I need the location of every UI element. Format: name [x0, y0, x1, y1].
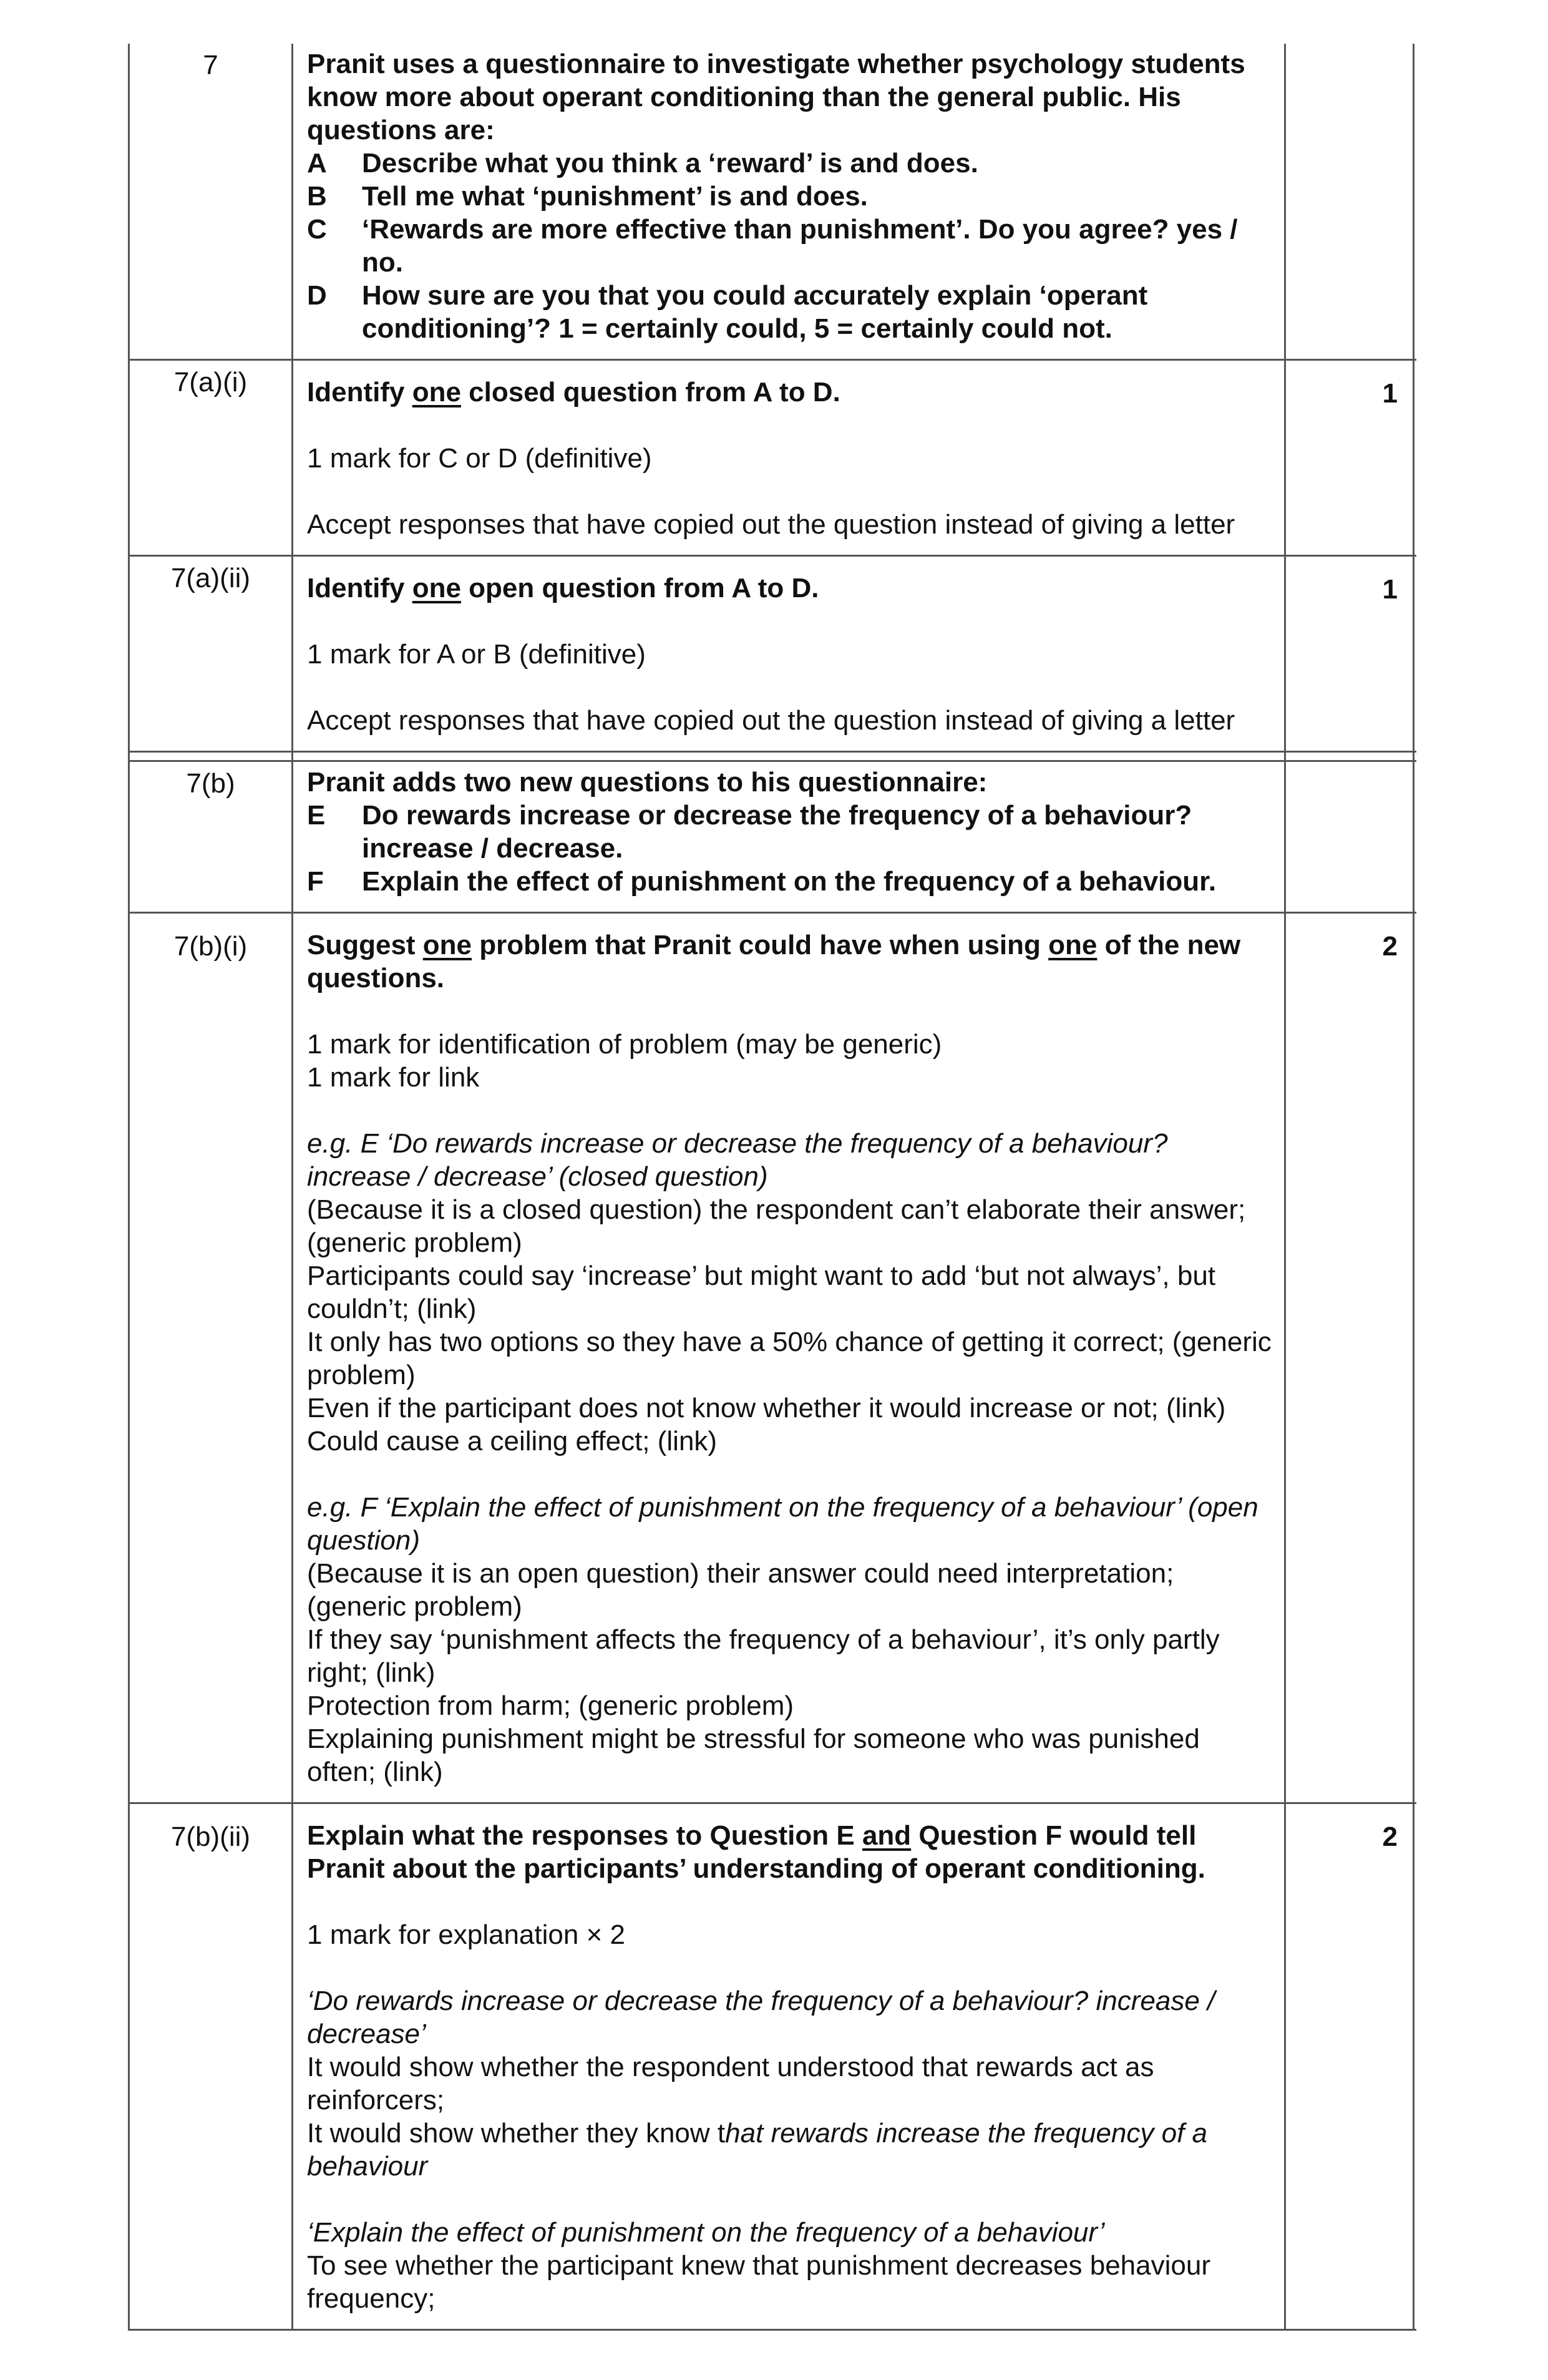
question-cell	[293, 1804, 1286, 2329]
mark-guidance: 1 mark for A or B (definitive)	[307, 639, 646, 670]
answer-line: If they say ‘punishment affects the frequency of a behaviour’, it’s only partly right; (link)	[307, 1624, 1220, 1688]
question-emphasis: one	[1048, 930, 1098, 960]
item-letter: C	[307, 214, 327, 245]
mark-guidance: 1 mark for identification of problem (may be generic)	[307, 1029, 942, 1060]
item-text: Tell me what ‘punishment’ is and does.	[362, 181, 868, 212]
list-item	[307, 213, 1272, 279]
question-emphasis: and	[862, 1820, 912, 1851]
question-text	[307, 929, 1272, 995]
question-emphasis: one	[412, 377, 461, 407]
question-intro: Pranit uses a questionnaire to investigate whether psychology students know more about operant conditioning than the general public. His questions are:	[307, 49, 1245, 145]
item-text: Explain the effect of punishment on the frequency of a behaviour.	[362, 866, 1217, 897]
list-item	[307, 799, 1272, 865]
question-cell	[293, 762, 1286, 912]
answer-line: Could cause a ceiling effect; (link)	[307, 1426, 718, 1456]
answer-line: Explaining punishment might be stressful for someone who was punished often; (link)	[307, 1724, 1200, 1787]
mark-guidance: Accept responses that have copied out the question instead of giving a letter	[307, 705, 1235, 736]
question-cell	[293, 44, 1286, 359]
question-cell	[293, 361, 1286, 555]
list-item	[307, 147, 1272, 180]
question-text	[307, 572, 1272, 605]
divider-cell	[130, 753, 293, 760]
row-7bi	[130, 914, 1416, 1804]
answer-line: (Because it is a closed question) the respondent can’t elaborate their answer; (generic problem)	[307, 1194, 1246, 1258]
row-7aii	[130, 557, 1416, 751]
question-text-part: Explain what the responses to Question E	[307, 1820, 862, 1851]
question-text-part: of the new questions.	[307, 930, 1241, 993]
example-heading: e.g. F ‘Explain the effect of punishment on the frequency of a behaviour’ (open question)	[307, 1492, 1258, 1556]
answer-text-part: hat rewards increase the frequency of a behaviour	[307, 2118, 1208, 2182]
item-letter: E	[307, 800, 326, 831]
mark-guidance: 1 mark for explanation × 2	[307, 1919, 625, 1950]
answer-line: Even if the participant does not know whether it would increase or not; (link)	[307, 1393, 1226, 1423]
question-number: 7	[130, 44, 293, 359]
item-text: ‘Rewards are more effective than punishment’. Do you agree? yes / no.	[362, 214, 1238, 278]
answer-line	[307, 2117, 1272, 2183]
marks-cell: 2	[1286, 914, 1414, 1802]
answer-text-part: It would show whether they know t	[307, 2118, 726, 2148]
question-number: 7(a)(i)	[130, 361, 293, 555]
row-7	[130, 44, 1416, 361]
question-emphasis: one	[422, 930, 472, 960]
question-number: 7(b)	[130, 762, 293, 912]
question-text-part: problem that Pranit could have when using	[472, 930, 1049, 960]
divider-cell	[1286, 753, 1414, 760]
answer-line: It only has two options so they have a 50% chance of getting it correct; (generic problem)	[307, 1327, 1272, 1390]
item-letter: D	[307, 280, 327, 311]
mark-guidance: Accept responses that have copied out the question instead of giving a letter	[307, 509, 1235, 540]
item-text: Do rewards increase or decrease the frequency of a behaviour? increase / decrease.	[362, 800, 1192, 864]
answer-line: It would show whether the respondent understood that rewards act as reinforcers;	[307, 2052, 1154, 2115]
answer-line: Protection from harm; (generic problem)	[307, 1690, 794, 1721]
question-text-part: Question F would tell Pranit about the participants’ understanding of operant conditioning.	[307, 1820, 1205, 1884]
example-heading: ‘Explain the effect of punishment on the frequency of a behaviour’	[307, 2217, 1105, 2248]
marks-cell: 1	[1286, 557, 1414, 751]
item-text: How sure are you that you could accurately explain ‘operant conditioning’? 1 = certainly could, 5 = certainly could not.	[362, 280, 1148, 344]
list-item	[307, 279, 1272, 345]
question-text-part: Identify	[307, 377, 412, 407]
marks-cell	[1286, 44, 1414, 359]
question-cell	[293, 914, 1286, 1802]
marks-cell: 1	[1286, 361, 1414, 555]
example-heading: e.g. E ‘Do rewards increase or decrease the frequency of a behaviour? increase / decrease’ (closed question)	[307, 1128, 1168, 1192]
mark-scheme-table	[128, 44, 1416, 2331]
marks-cell: 2	[1286, 1804, 1414, 2329]
answer-line: Participants could say ‘increase’ but might want to add ‘but not always’, but couldn’t; (link)	[307, 1261, 1216, 1324]
item-text: Describe what you think a ‘reward’ is and does.	[362, 148, 978, 178]
row-7ai	[130, 361, 1416, 557]
question-cell	[293, 557, 1286, 751]
list-item	[307, 180, 1272, 213]
question-number: 7(a)(ii)	[130, 557, 293, 751]
mark-guidance: 1 mark for link	[307, 1062, 480, 1093]
item-letter: A	[307, 148, 327, 178]
question-number: 7(b)(ii)	[130, 1804, 293, 2329]
question-text-part: Suggest	[307, 930, 423, 960]
answer-line: To see whether the participant knew that punishment decreases behaviour frequency;	[307, 2250, 1210, 2314]
row-7b	[130, 762, 1416, 914]
divider-cell	[293, 753, 1286, 760]
question-text	[307, 1819, 1272, 1885]
question-text-part: Identify	[307, 573, 412, 603]
question-text-part: open question from A to D.	[460, 573, 819, 603]
question-text-part: closed question from A to D.	[460, 377, 840, 407]
example-heading: ‘Do rewards increase or decrease the frequency of a behaviour? increase / decrease’	[307, 1986, 1215, 2049]
item-letter: B	[307, 181, 327, 212]
marks-cell	[1286, 762, 1414, 912]
question-text	[307, 376, 1272, 409]
row-divider	[130, 751, 1416, 762]
question-number: 7(b)(i)	[130, 914, 293, 1802]
item-letter: F	[307, 866, 324, 897]
row-7bii	[130, 1804, 1416, 2331]
mark-guidance: 1 mark for C or D (definitive)	[307, 443, 652, 474]
list-item	[307, 865, 1272, 898]
answer-line: (Because it is an open question) their answer could need interpretation; (generic problem)	[307, 1558, 1174, 1622]
question-emphasis: one	[412, 573, 461, 603]
question-intro: Pranit adds two new questions to his questionnaire:	[307, 767, 988, 797]
